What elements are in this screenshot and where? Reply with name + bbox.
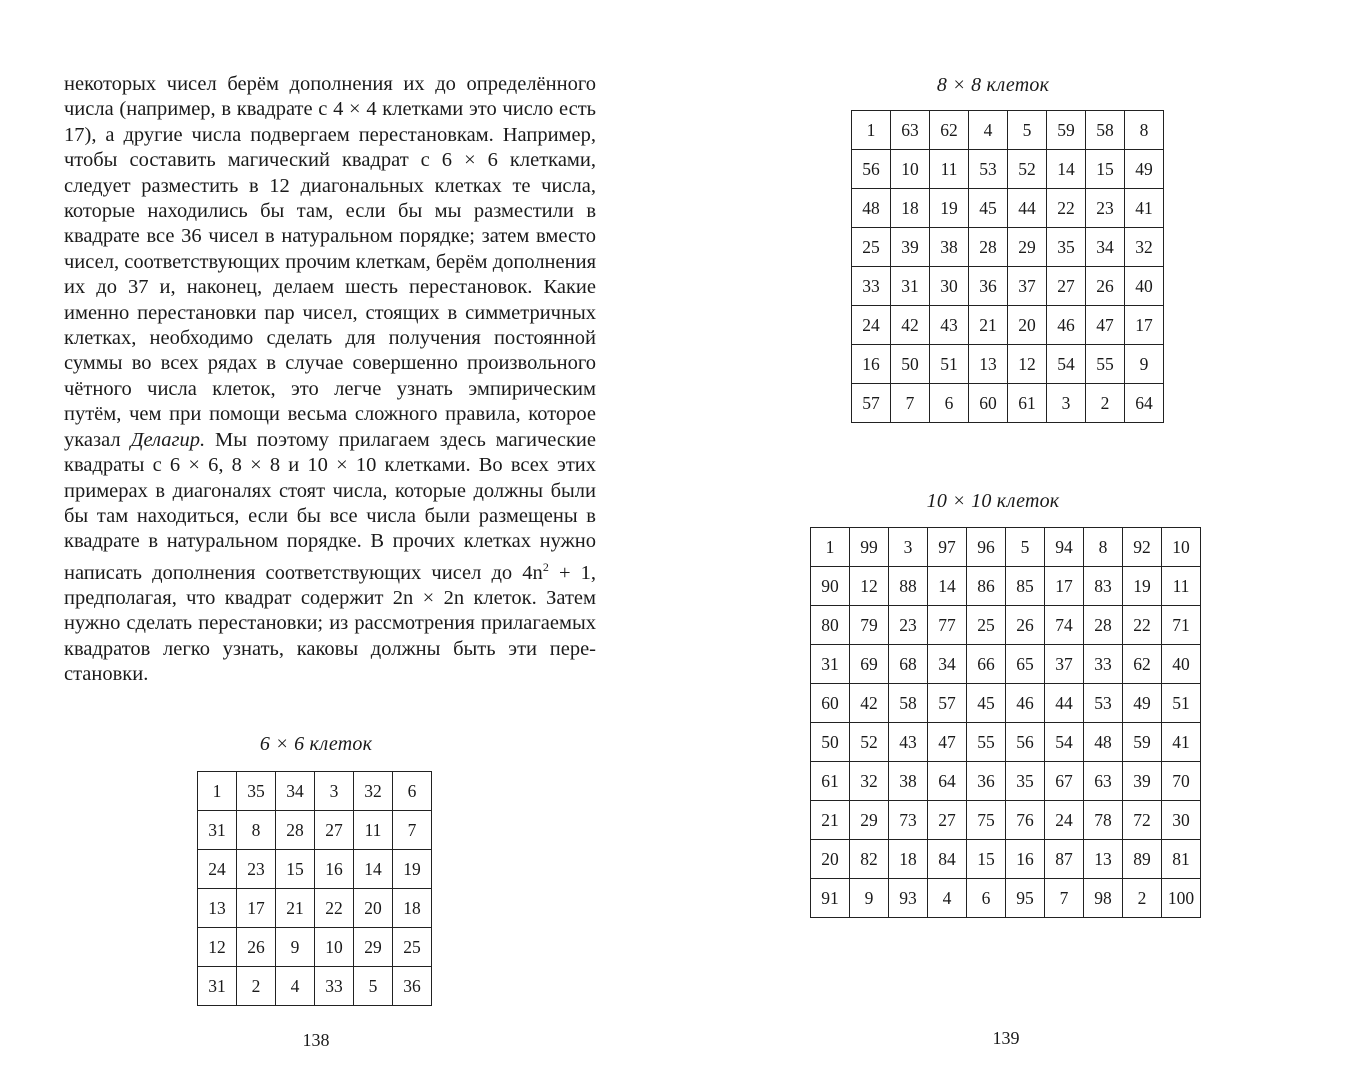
table-cell: 51 <box>1162 684 1201 723</box>
table-cell: 8 <box>237 811 276 850</box>
table-cell: 81 <box>1162 840 1201 879</box>
table-cell: 8 <box>1125 111 1164 150</box>
table-cell: 31 <box>891 267 930 306</box>
table-cell: 23 <box>1086 189 1125 228</box>
table-cell: 18 <box>891 189 930 228</box>
table-cell: 20 <box>354 889 393 928</box>
table-cell: 77 <box>928 606 967 645</box>
table-cell: 78 <box>1084 801 1123 840</box>
table-row <box>811 723 1201 762</box>
table-cell: 27 <box>928 801 967 840</box>
table-cell: 27 <box>315 811 354 850</box>
table-cell: 59 <box>1123 723 1162 762</box>
table-row <box>852 228 1164 267</box>
table-row <box>852 267 1164 306</box>
table-cell: 5 <box>354 967 393 1006</box>
table-cell: 11 <box>354 811 393 850</box>
table-cell: 88 <box>889 567 928 606</box>
table-cell: 3 <box>889 528 928 567</box>
table-cell: 17 <box>1125 306 1164 345</box>
table-cell: 3 <box>1047 384 1086 423</box>
table-cell: 76 <box>1006 801 1045 840</box>
table-cell: 13 <box>1084 840 1123 879</box>
table-cell: 5 <box>1008 111 1047 150</box>
page-number-left: 138 <box>302 1030 330 1050</box>
table-cell: 86 <box>967 567 1006 606</box>
table-cell: 40 <box>1162 645 1201 684</box>
table-cell: 75 <box>967 801 1006 840</box>
table-cell: 15 <box>967 840 1006 879</box>
table-row <box>852 150 1164 189</box>
table-cell: 14 <box>1047 150 1086 189</box>
table-cell: 33 <box>315 967 354 1006</box>
table-cell: 13 <box>198 889 237 928</box>
superscript-exponent: 2 <box>542 559 549 574</box>
table-cell: 60 <box>811 684 850 723</box>
table-cell: 97 <box>928 528 967 567</box>
table-cell: 24 <box>1045 801 1084 840</box>
table-cell: 23 <box>889 606 928 645</box>
table-cell: 39 <box>891 228 930 267</box>
table-cell: 90 <box>811 567 850 606</box>
table-cell: 34 <box>1086 228 1125 267</box>
table-cell: 29 <box>1008 228 1047 267</box>
table-cell: 89 <box>1123 840 1162 879</box>
table-row <box>811 684 1201 723</box>
table-cell: 11 <box>1162 567 1201 606</box>
table-cell: 12 <box>1008 345 1047 384</box>
table-cell: 22 <box>315 889 354 928</box>
table-cell: 4 <box>969 111 1008 150</box>
table-cell: 12 <box>850 567 889 606</box>
table-cell: 31 <box>811 645 850 684</box>
table-cell: 16 <box>852 345 891 384</box>
table-cell: 18 <box>889 840 928 879</box>
table-cell: 44 <box>1045 684 1084 723</box>
magic-square-6x6 <box>197 771 432 1006</box>
table-cell: 22 <box>1047 189 1086 228</box>
table-cell: 67 <box>1045 762 1084 801</box>
table-cell: 68 <box>889 645 928 684</box>
table-row <box>198 928 432 967</box>
table-cell: 21 <box>811 801 850 840</box>
table-cell: 7 <box>393 811 432 850</box>
table-cell: 39 <box>1123 762 1162 801</box>
table-cell: 48 <box>1084 723 1123 762</box>
table-cell: 10 <box>891 150 930 189</box>
table-cell: 14 <box>354 850 393 889</box>
table-cell: 1 <box>811 528 850 567</box>
table-row <box>811 645 1201 684</box>
table-cell: 4 <box>276 967 315 1006</box>
table-row <box>811 606 1201 645</box>
table-cell: 43 <box>889 723 928 762</box>
table-cell: 33 <box>852 267 891 306</box>
table-cell: 16 <box>315 850 354 889</box>
table-cell: 55 <box>1086 345 1125 384</box>
table-cell: 74 <box>1045 606 1084 645</box>
table-cell: 80 <box>811 606 850 645</box>
table-cell: 79 <box>850 606 889 645</box>
table-cell: 11 <box>930 150 969 189</box>
table-cell: 20 <box>811 840 850 879</box>
table-cell: 23 <box>237 850 276 889</box>
table-cell: 92 <box>1123 528 1162 567</box>
table-cell: 29 <box>354 928 393 967</box>
caption-8x8: 8 × 8 клеток <box>936 74 1050 96</box>
table-cell: 84 <box>928 840 967 879</box>
table-cell: 36 <box>967 762 1006 801</box>
paragraph-text-2: Мы поэтому прилагаем здесь магические квадраты с 6 × 6, 8 × 8 и 10 × 10 клетками. Во всех этих примерах в диагоналях стоят числа, которые должны были бы там находиться, если бы все числа были размещены в квадрате в натуральном порядке. В прочих клетках нужно написать дополнения соответствующих чисел до 4n <box>64 428 596 584</box>
table-cell: 22 <box>1123 606 1162 645</box>
table-cell: 26 <box>237 928 276 967</box>
table-cell: 94 <box>1045 528 1084 567</box>
table-cell: 25 <box>852 228 891 267</box>
table-cell: 35 <box>237 772 276 811</box>
table-row <box>852 189 1164 228</box>
table-cell: 58 <box>1086 111 1125 150</box>
table-row <box>198 967 432 1006</box>
table-cell: 20 <box>1008 306 1047 345</box>
table-cell: 69 <box>850 645 889 684</box>
table-cell: 15 <box>1086 150 1125 189</box>
table-cell: 54 <box>1047 345 1086 384</box>
table-cell: 2 <box>237 967 276 1006</box>
table-cell: 6 <box>930 384 969 423</box>
table-cell: 49 <box>1123 684 1162 723</box>
caption-10x10: 10 × 10 клеток <box>926 490 1060 512</box>
table-cell: 61 <box>1008 384 1047 423</box>
table-cell: 72 <box>1123 801 1162 840</box>
table-cell: 73 <box>889 801 928 840</box>
body-paragraph <box>64 72 596 688</box>
table-row <box>852 111 1164 150</box>
magic-square-10x10 <box>810 527 1201 918</box>
table-cell: 35 <box>1047 228 1086 267</box>
table-cell: 62 <box>930 111 969 150</box>
table-row <box>852 345 1164 384</box>
table-cell: 7 <box>891 384 930 423</box>
table-cell: 19 <box>393 850 432 889</box>
table-row <box>811 567 1201 606</box>
table-cell: 29 <box>850 801 889 840</box>
table-cell: 33 <box>1084 645 1123 684</box>
table-cell: 47 <box>1086 306 1125 345</box>
table-cell: 31 <box>198 967 237 1006</box>
table-cell: 52 <box>1008 150 1047 189</box>
table-cell: 43 <box>930 306 969 345</box>
table-cell: 53 <box>1084 684 1123 723</box>
table-cell: 5 <box>1006 528 1045 567</box>
table-cell: 46 <box>1047 306 1086 345</box>
table-cell: 93 <box>889 879 928 918</box>
table-cell: 35 <box>1006 762 1045 801</box>
table-cell: 44 <box>1008 189 1047 228</box>
table-cell: 63 <box>1084 762 1123 801</box>
table-cell: 7 <box>1045 879 1084 918</box>
table-cell: 45 <box>969 189 1008 228</box>
table-cell: 56 <box>1006 723 1045 762</box>
table-cell: 8 <box>1084 528 1123 567</box>
table-cell: 21 <box>969 306 1008 345</box>
table-cell: 10 <box>1162 528 1201 567</box>
table-cell: 83 <box>1084 567 1123 606</box>
table-row <box>852 306 1164 345</box>
table-row <box>811 528 1201 567</box>
table-cell: 34 <box>276 772 315 811</box>
table-cell: 56 <box>852 150 891 189</box>
table-cell: 10 <box>315 928 354 967</box>
table-cell: 17 <box>237 889 276 928</box>
table-cell: 64 <box>928 762 967 801</box>
table-cell: 32 <box>354 772 393 811</box>
table-cell: 51 <box>930 345 969 384</box>
table-cell: 87 <box>1045 840 1084 879</box>
table-cell: 60 <box>969 384 1008 423</box>
caption-6x6: 6 × 6 клеток <box>259 733 373 755</box>
table-cell: 65 <box>1006 645 1045 684</box>
table-cell: 1 <box>852 111 891 150</box>
table-cell: 28 <box>969 228 1008 267</box>
table-cell: 28 <box>276 811 315 850</box>
table-cell: 30 <box>1162 801 1201 840</box>
table-row <box>198 811 432 850</box>
table-cell: 19 <box>930 189 969 228</box>
table-row <box>811 840 1201 879</box>
table-cell: 21 <box>276 889 315 928</box>
table-cell: 91 <box>811 879 850 918</box>
table-cell: 18 <box>393 889 432 928</box>
table-cell: 42 <box>891 306 930 345</box>
table-cell: 1 <box>198 772 237 811</box>
table-cell: 50 <box>891 345 930 384</box>
table-cell: 37 <box>1008 267 1047 306</box>
table-cell: 31 <box>198 811 237 850</box>
table-cell: 41 <box>1162 723 1201 762</box>
table-row <box>811 762 1201 801</box>
table-cell: 30 <box>930 267 969 306</box>
table-cell: 46 <box>1006 684 1045 723</box>
paragraph-text-3: + 1, предполагая, что квадрат содержит 2n × 2n клеток. Затем нужно сделать перестановки; из рассмотрения прилагаемых квадратов легко узнать, каковы должны быть эти перестановки. <box>64 561 597 686</box>
table-cell: 6 <box>967 879 1006 918</box>
table-cell: 17 <box>1045 567 1084 606</box>
table-cell: 54 <box>1045 723 1084 762</box>
table-cell: 85 <box>1006 567 1045 606</box>
table-cell: 64 <box>1125 384 1164 423</box>
table-cell: 66 <box>967 645 1006 684</box>
table-cell: 13 <box>969 345 1008 384</box>
table-cell: 57 <box>852 384 891 423</box>
table-cell: 47 <box>928 723 967 762</box>
paragraph-text-1: некоторых чисел берём дополнения их до определённого числа (например, в квадрате с 4 × 4 клетками это число есть 17), а другие числа подвергаем перестановкам. Например, чтобы составить магический квадрат с 6 × 6 клетками, следует разместить в 12 диагональных клетках те числа, которые находились бы там, если бы мы разместили в квадрате все 36 чисел в натуральном порядке; затем вместо чисел, соответствующих прочим клеткам, берём дополнения их до 37 и, наконец, делаем шесть перестановок. Какие именно перестановки пар чисел, стоящих в симметричных клетках, необходимо сделать для получения постоянной суммы во всех рядах в случае совершенно произвольного чётного числа клеток, это легче узнать эмпирическим путём, чем при помощи весьма сложного правила, которое указал <box>64 73 596 451</box>
table-cell: 42 <box>850 684 889 723</box>
table-cell: 45 <box>967 684 1006 723</box>
table-cell: 98 <box>1084 879 1123 918</box>
table-cell: 4 <box>928 879 967 918</box>
table-cell: 26 <box>1006 606 1045 645</box>
table-row <box>811 801 1201 840</box>
table-cell: 57 <box>928 684 967 723</box>
table-cell: 95 <box>1006 879 1045 918</box>
table-cell: 28 <box>1084 606 1123 645</box>
table-cell: 32 <box>1125 228 1164 267</box>
author-name-delagir: Делагир. <box>130 428 206 451</box>
table-cell: 2 <box>1086 384 1125 423</box>
table-row <box>198 772 432 811</box>
table-cell: 49 <box>1125 150 1164 189</box>
table-cell: 52 <box>850 723 889 762</box>
table-cell: 59 <box>1047 111 1086 150</box>
table-cell: 38 <box>889 762 928 801</box>
table-cell: 14 <box>928 567 967 606</box>
table-cell: 25 <box>967 606 1006 645</box>
table-cell: 19 <box>1123 567 1162 606</box>
table-cell: 50 <box>811 723 850 762</box>
table-cell: 32 <box>850 762 889 801</box>
table-cell: 15 <box>276 850 315 889</box>
table-cell: 27 <box>1047 267 1086 306</box>
table-cell: 100 <box>1162 879 1201 918</box>
table-cell: 63 <box>891 111 930 150</box>
table-cell: 9 <box>850 879 889 918</box>
table-cell: 2 <box>1123 879 1162 918</box>
table-cell: 36 <box>393 967 432 1006</box>
table-cell: 70 <box>1162 762 1201 801</box>
table-cell: 24 <box>852 306 891 345</box>
table-cell: 9 <box>276 928 315 967</box>
magic-square-8x8 <box>851 110 1164 423</box>
table-cell: 6 <box>393 772 432 811</box>
table-row <box>811 879 1201 918</box>
table-cell: 40 <box>1125 267 1164 306</box>
table-cell: 34 <box>928 645 967 684</box>
table-cell: 36 <box>969 267 1008 306</box>
table-cell: 38 <box>930 228 969 267</box>
table-cell: 55 <box>967 723 1006 762</box>
table-cell: 25 <box>393 928 432 967</box>
table-cell: 96 <box>967 528 1006 567</box>
table-cell: 99 <box>850 528 889 567</box>
right-page <box>683 0 1366 1068</box>
table-row <box>198 889 432 928</box>
table-row <box>852 384 1164 423</box>
table-cell: 26 <box>1086 267 1125 306</box>
table-row <box>198 850 432 889</box>
table-cell: 53 <box>969 150 1008 189</box>
table-cell: 58 <box>889 684 928 723</box>
table-cell: 3 <box>315 772 354 811</box>
page-number-right: 139 <box>992 1028 1020 1048</box>
table-cell: 48 <box>852 189 891 228</box>
table-cell: 24 <box>198 850 237 889</box>
table-cell: 41 <box>1125 189 1164 228</box>
table-cell: 12 <box>198 928 237 967</box>
table-cell: 16 <box>1006 840 1045 879</box>
table-cell: 82 <box>850 840 889 879</box>
table-cell: 9 <box>1125 345 1164 384</box>
table-cell: 71 <box>1162 606 1201 645</box>
table-cell: 37 <box>1045 645 1084 684</box>
table-cell: 61 <box>811 762 850 801</box>
table-cell: 62 <box>1123 645 1162 684</box>
